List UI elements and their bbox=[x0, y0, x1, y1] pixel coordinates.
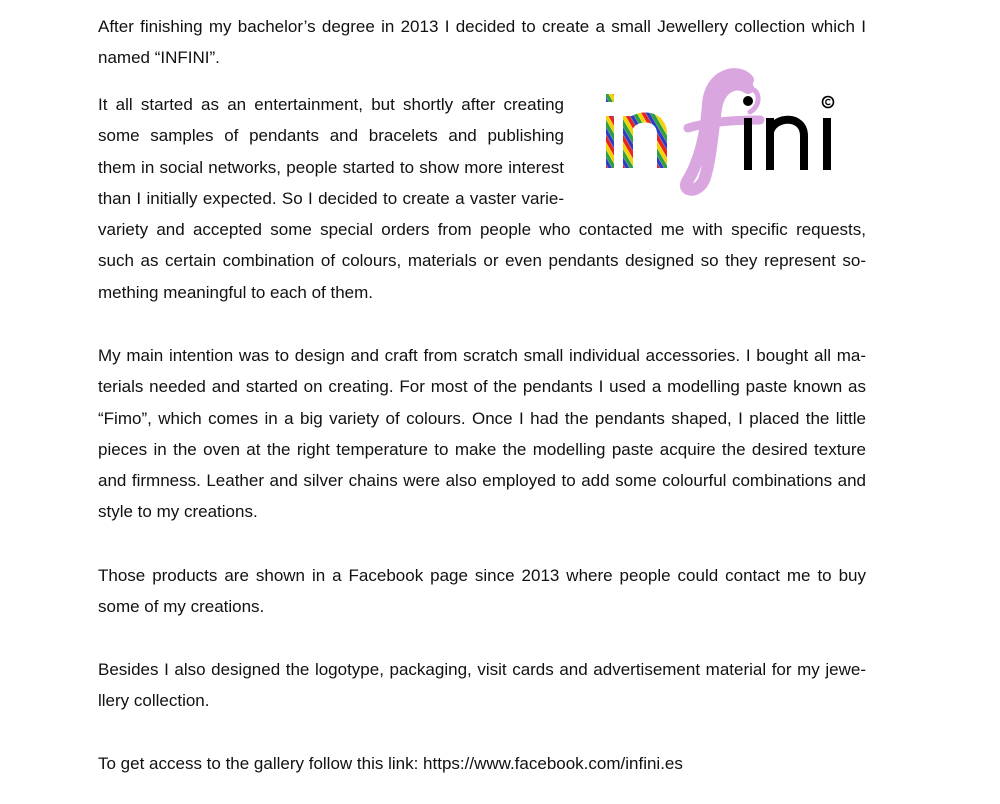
text-line: It all started as an entertainment, but shortly after creating bbox=[98, 95, 564, 114]
text-line: than I initially expected. So I decided to create a vaster varie- bbox=[98, 188, 564, 208]
intro-paragraph bbox=[98, 11, 866, 74]
text-line: style to my creations. bbox=[98, 502, 258, 522]
text-line: some samples of pendants and bracelets and publishing bbox=[98, 126, 564, 146]
text-line: named “INFINI”. bbox=[98, 48, 220, 68]
text-line: terials needed and started on creating. For most of the pendants I used a modelling paste known as bbox=[98, 377, 866, 397]
text-line: llery collection. bbox=[98, 691, 210, 711]
text-line: “Fimo”, which comes in a big variety of colours. Once I had the pendants shaped, I placed the little bbox=[98, 408, 866, 428]
paragraph-gallery-link bbox=[98, 748, 866, 779]
gallery-link-line[interactable]: To get access to the gallery follow this link: https://www.facebook.com/infini.es bbox=[98, 754, 683, 773]
logo-striped-i bbox=[606, 94, 614, 168]
infini-logo bbox=[598, 68, 838, 198]
text-line: such as certain combination of colours, materials or even pendants designed so they represent so- bbox=[98, 251, 866, 271]
text-line: After finishing my bachelor’s degree in 2013 I decided to create a small Jewellery collection which I bbox=[98, 17, 866, 36]
text-line: pieces in the oven at the right temperature to make the modelling paste acquire the desired texture bbox=[98, 439, 866, 459]
logo-striped-n bbox=[628, 116, 662, 168]
text-line: some of my creations. bbox=[98, 597, 265, 617]
copyright-icon bbox=[823, 97, 834, 108]
text-line: mething meaningful to each of them. bbox=[98, 282, 373, 302]
text-line: them in social networks, people started to show more interest bbox=[98, 157, 564, 177]
text-line: My main intention was to design and craft from scratch small individual accessories. I bought all ma- bbox=[98, 346, 866, 365]
text-line: Besides I also designed the logotype, packaging, visit cards and advertisement material for my jewe- bbox=[98, 660, 866, 679]
text-line: and firmness. Leather and silver chains were also employed to add some colourful combinations and bbox=[98, 471, 866, 491]
text-line: Those products are shown in a Facebook page since 2013 where people could contact me to buy bbox=[98, 566, 866, 585]
paragraph-process bbox=[98, 340, 866, 528]
paragraph-facebook bbox=[98, 560, 866, 623]
paragraph-design bbox=[98, 654, 866, 717]
text-line: variety and accepted some special orders from people who contacted me with specific requests, bbox=[98, 220, 866, 240]
